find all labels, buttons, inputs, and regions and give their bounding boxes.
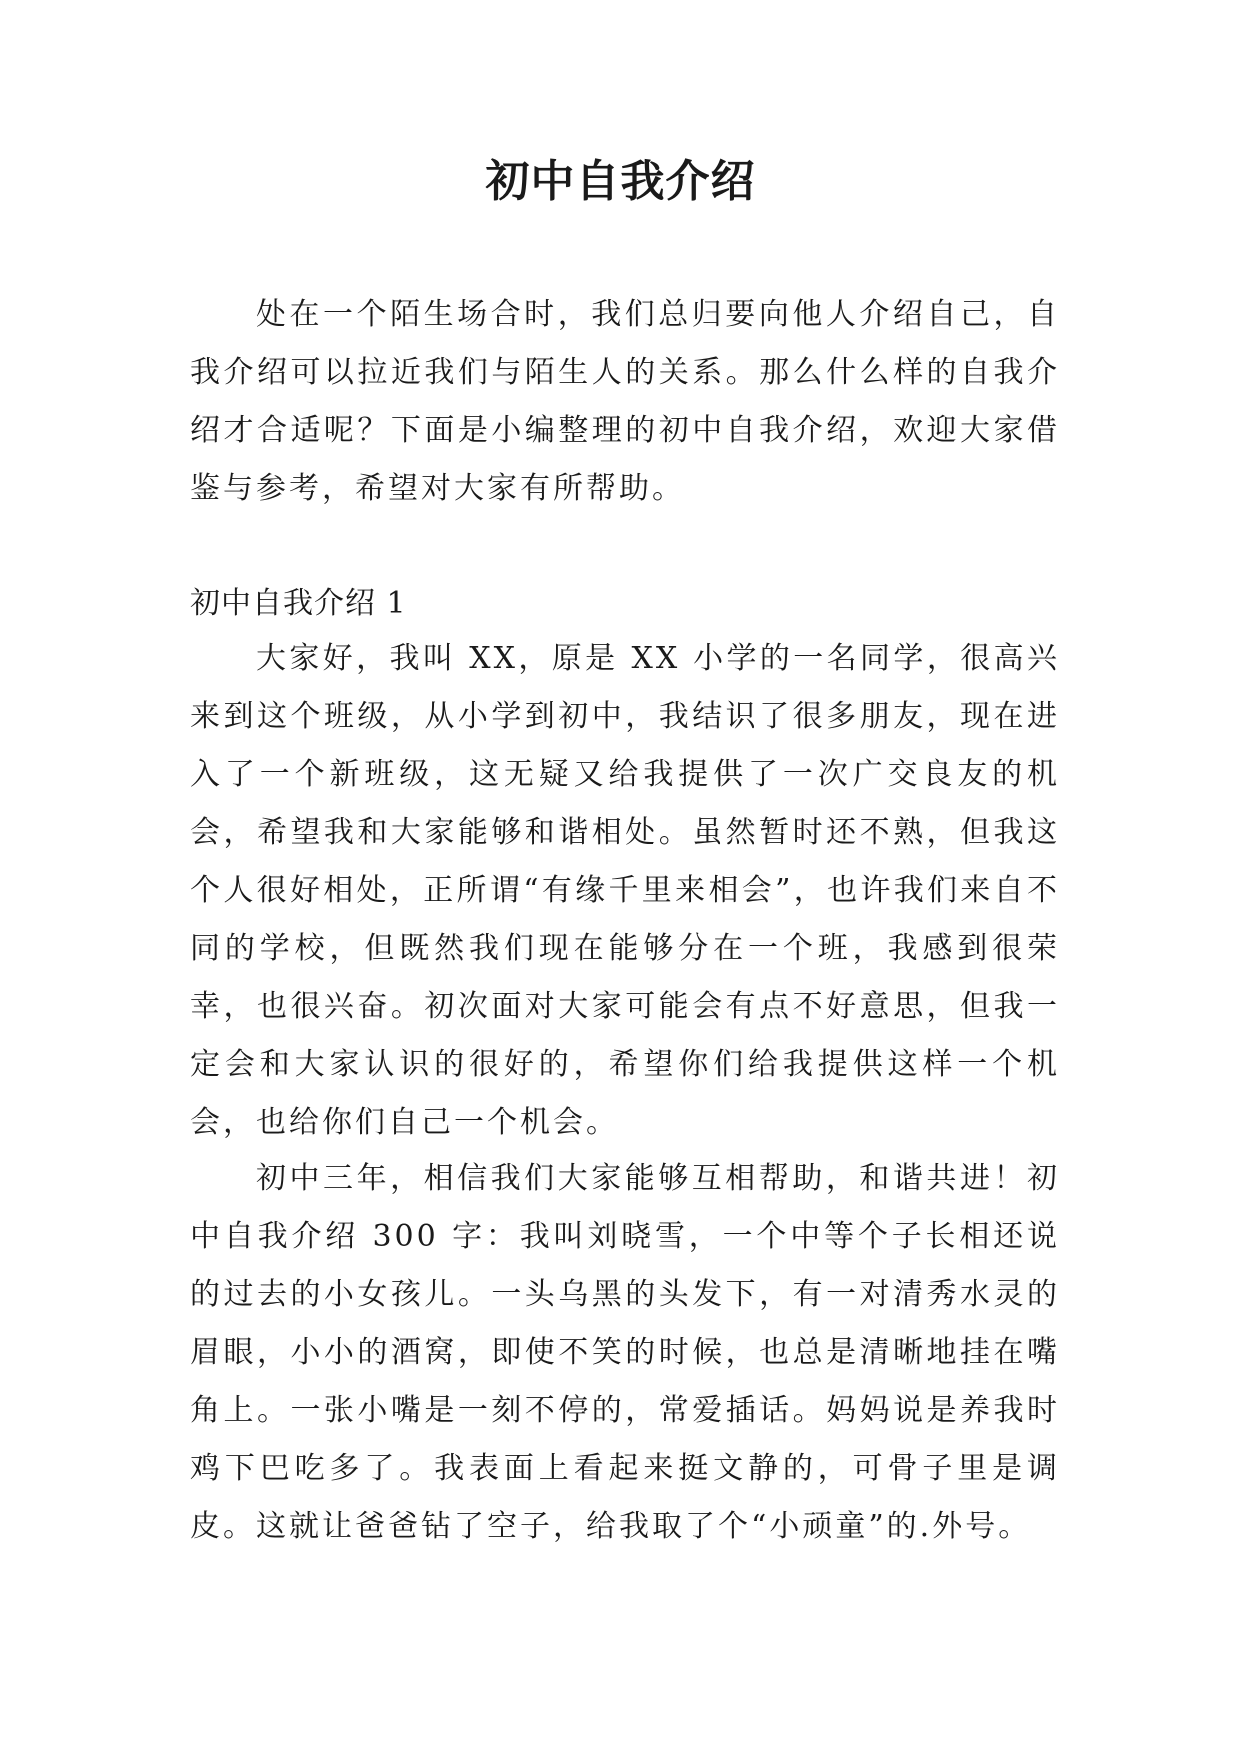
intro-paragraph: 处在一个陌生场合时，我们总归要向他人介绍自己，自我介绍可以拉近我们与陌生人的关系。那么什么样的自我介绍才合适呢？下面是小编整理的初中自我介绍，欢迎大家借鉴与参考，希望对大家有所帮助。 bbox=[190, 297, 1060, 506]
body-paragraph-1: 大家好，我叫 XX，原是 XX 小学的一名同学，很高兴来到这个班级，从小学到初中，我结识了很多朋友，现在进入了一个新班级，这无疑又给我提供了一次广交良友的机会，希望我和大家能够和谐相处。虽然暂时还不熟，但我这个人很好相处，正所谓“有缘千里来相会”，也许我们来自不同的学校，但既然我们现在能够分在一个班，我感到很荣幸，也很兴奋。初次面对大家可能会有点不好意思，但我一定会和大家认识的很好的，希望你们给我提供这样一个机会，也给你们自己一个机会。 bbox=[190, 641, 1060, 1140]
body-paragraph-2: 初中三年，相信我们大家能够互相帮助，和谐共进！初中自我介绍 300 字：我叫刘晓雪，一个中等个子长相还说的过去的小女孩儿。一头乌黑的头发下，有一对清秀水灵的眉眼，小小的酒窝，即使不笑的时候，也总是清晰地挂在嘴角上。一张小嘴是一刻不停的，常爱插话。妈妈说是养我时鸡下巴吃多了。我表面上看起来挺文静的，可骨子里是调皮。这就让爸爸钻了空子，给我取了个“小顽童”的.外号。 bbox=[190, 1161, 1060, 1544]
section-heading: 初中自我介绍 1 bbox=[190, 586, 407, 621]
document-title: 初中自我介绍 bbox=[485, 156, 756, 207]
